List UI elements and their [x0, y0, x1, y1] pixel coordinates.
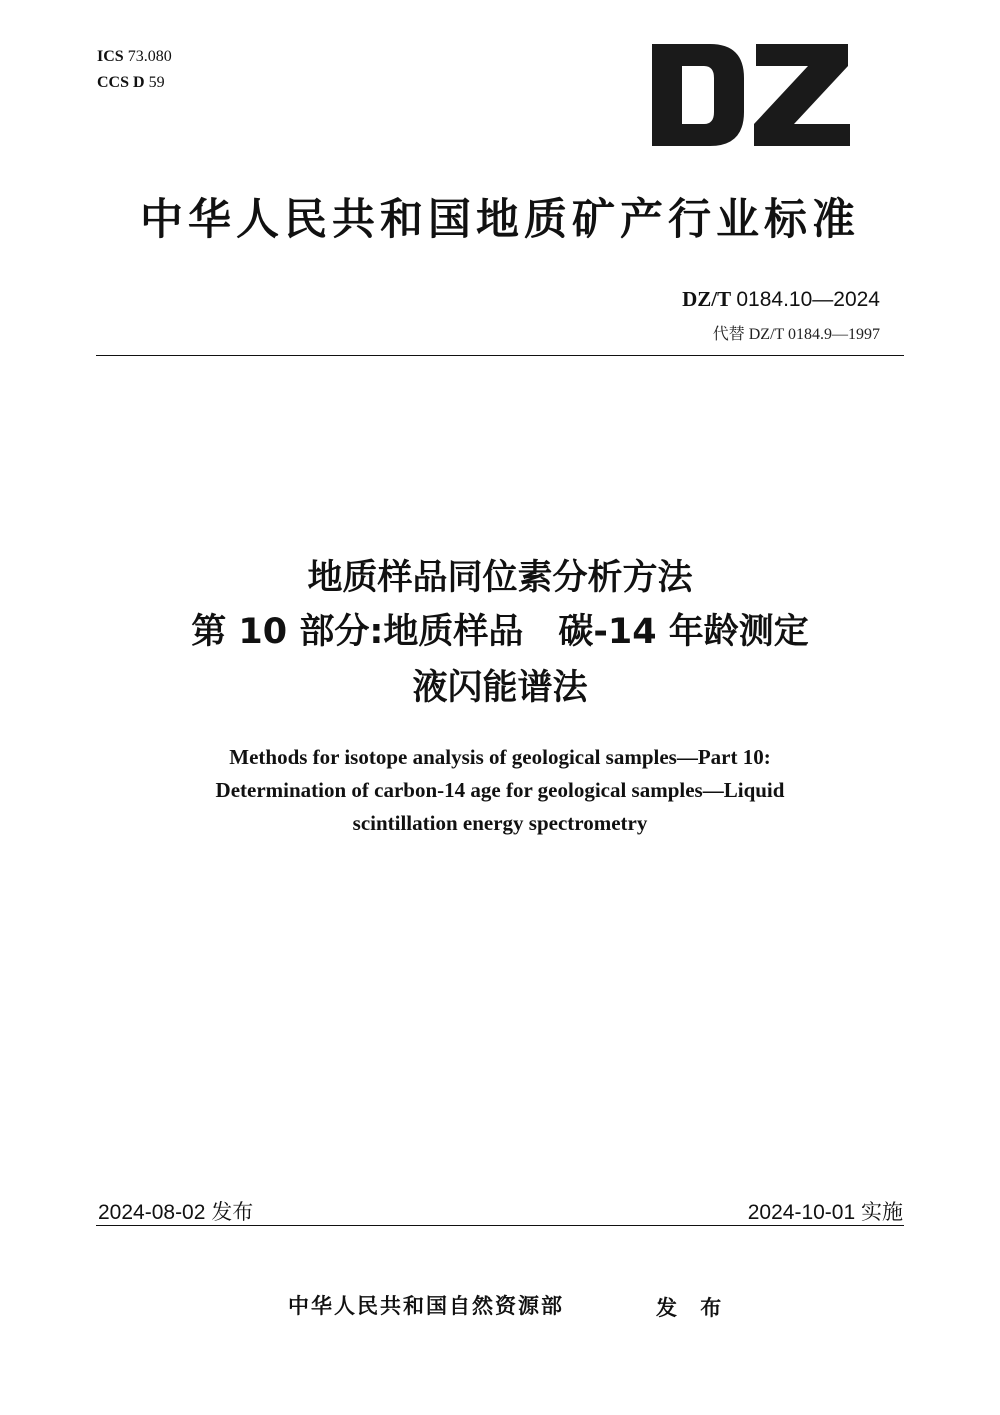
- standard-prefix: DZ/T: [682, 287, 732, 311]
- english-title-line-2: Determination of carbon-14 age for geological samples—Liquid: [215, 778, 785, 802]
- replaces-standard: 代替 DZ/T 0184.9—1997: [712, 326, 880, 343]
- ics-label: ICS: [97, 48, 124, 65]
- ics-value: 73.080: [127, 48, 172, 65]
- ccs-label: CCS D: [97, 74, 145, 91]
- standard-type-heading: 中华人民共和国地质矿产行业标准: [140, 195, 860, 245]
- ccs-value: 59: [148, 74, 165, 91]
- chinese-title-line-2: 第 10 部分:地质样品 碳-14 年龄测定: [191, 612, 809, 652]
- english-title-line-1: Methods for isotope analysis of geological samples—Part 10:: [229, 745, 771, 769]
- dz-logo: [652, 44, 850, 146]
- chinese-title-line-1: 地质样品同位素分析方法: [307, 558, 693, 598]
- standard-code: 0184.10—2024: [736, 288, 880, 311]
- ccs-code: [97, 72, 165, 94]
- footer-divider: [96, 1225, 904, 1226]
- standard-number: [682, 287, 880, 312]
- issue-date: 2024-08-02 发布: [98, 1201, 254, 1224]
- header-divider: [96, 355, 904, 356]
- english-title-line-3: scintillation energy spectrometry: [352, 811, 648, 835]
- issue-action: 发 布: [656, 1296, 730, 1320]
- chinese-title-line-3: 液闪能谱法: [412, 668, 588, 708]
- ics-code: [97, 46, 172, 68]
- issuing-authority: 中华人民共和国自然资源部: [288, 1294, 564, 1318]
- implementation-date: 2024-10-01 实施: [747, 1201, 903, 1224]
